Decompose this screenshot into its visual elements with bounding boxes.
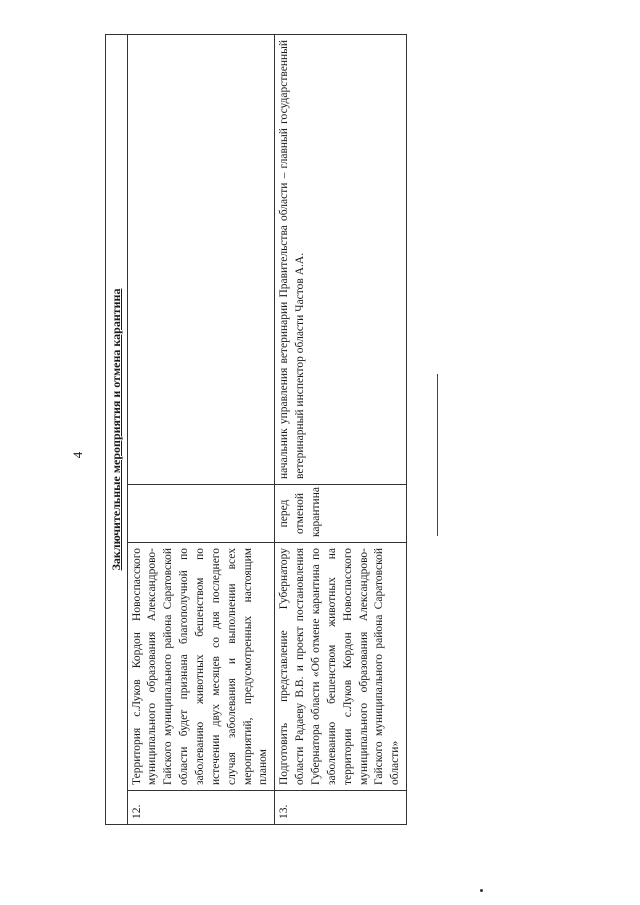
section-header-row [106, 34, 128, 824]
measures-table [105, 34, 407, 825]
section-title: Заключительные мероприятия и отмена карантина [106, 34, 128, 824]
page-number: 4 [70, 451, 85, 459]
responsible-cell [127, 34, 275, 484]
responsible-cell: начальник управления ветеринарии Правительства области – главный государственный ветеринарный инспектор области Частов А.А. [275, 34, 407, 484]
table-row [275, 34, 407, 824]
scan-speck [480, 889, 483, 892]
term-cell [127, 485, 275, 543]
table-row [127, 34, 275, 824]
row-number: 13. [275, 791, 407, 825]
action-cell: Подготовить представление Губернатору области Радаеву В.В. и проект постановления Губернатора области «Об отмене карантина по заболеванию бешенством животных на территории с.Луков Кордон Новоспасского муниципального образования Александрово-Гайского муниципального района Саратовской области» [275, 543, 407, 791]
term-cell: перед отменой карантина [275, 485, 407, 543]
rotated-table-container [105, 35, 402, 825]
row-number: 12. [127, 791, 275, 825]
action-cell: Территория с.Луков Кордон Новоспасского муниципального образования Александрово-Гайского муниципального района Саратовской области будет признана благополучной по заболеванию животных бешенством по истечении двух месяцев со дня последнего случая заболевания и выполнении всех мероприятий, предусмотренных настоящим планом [127, 543, 275, 791]
signature-line [437, 374, 438, 536]
